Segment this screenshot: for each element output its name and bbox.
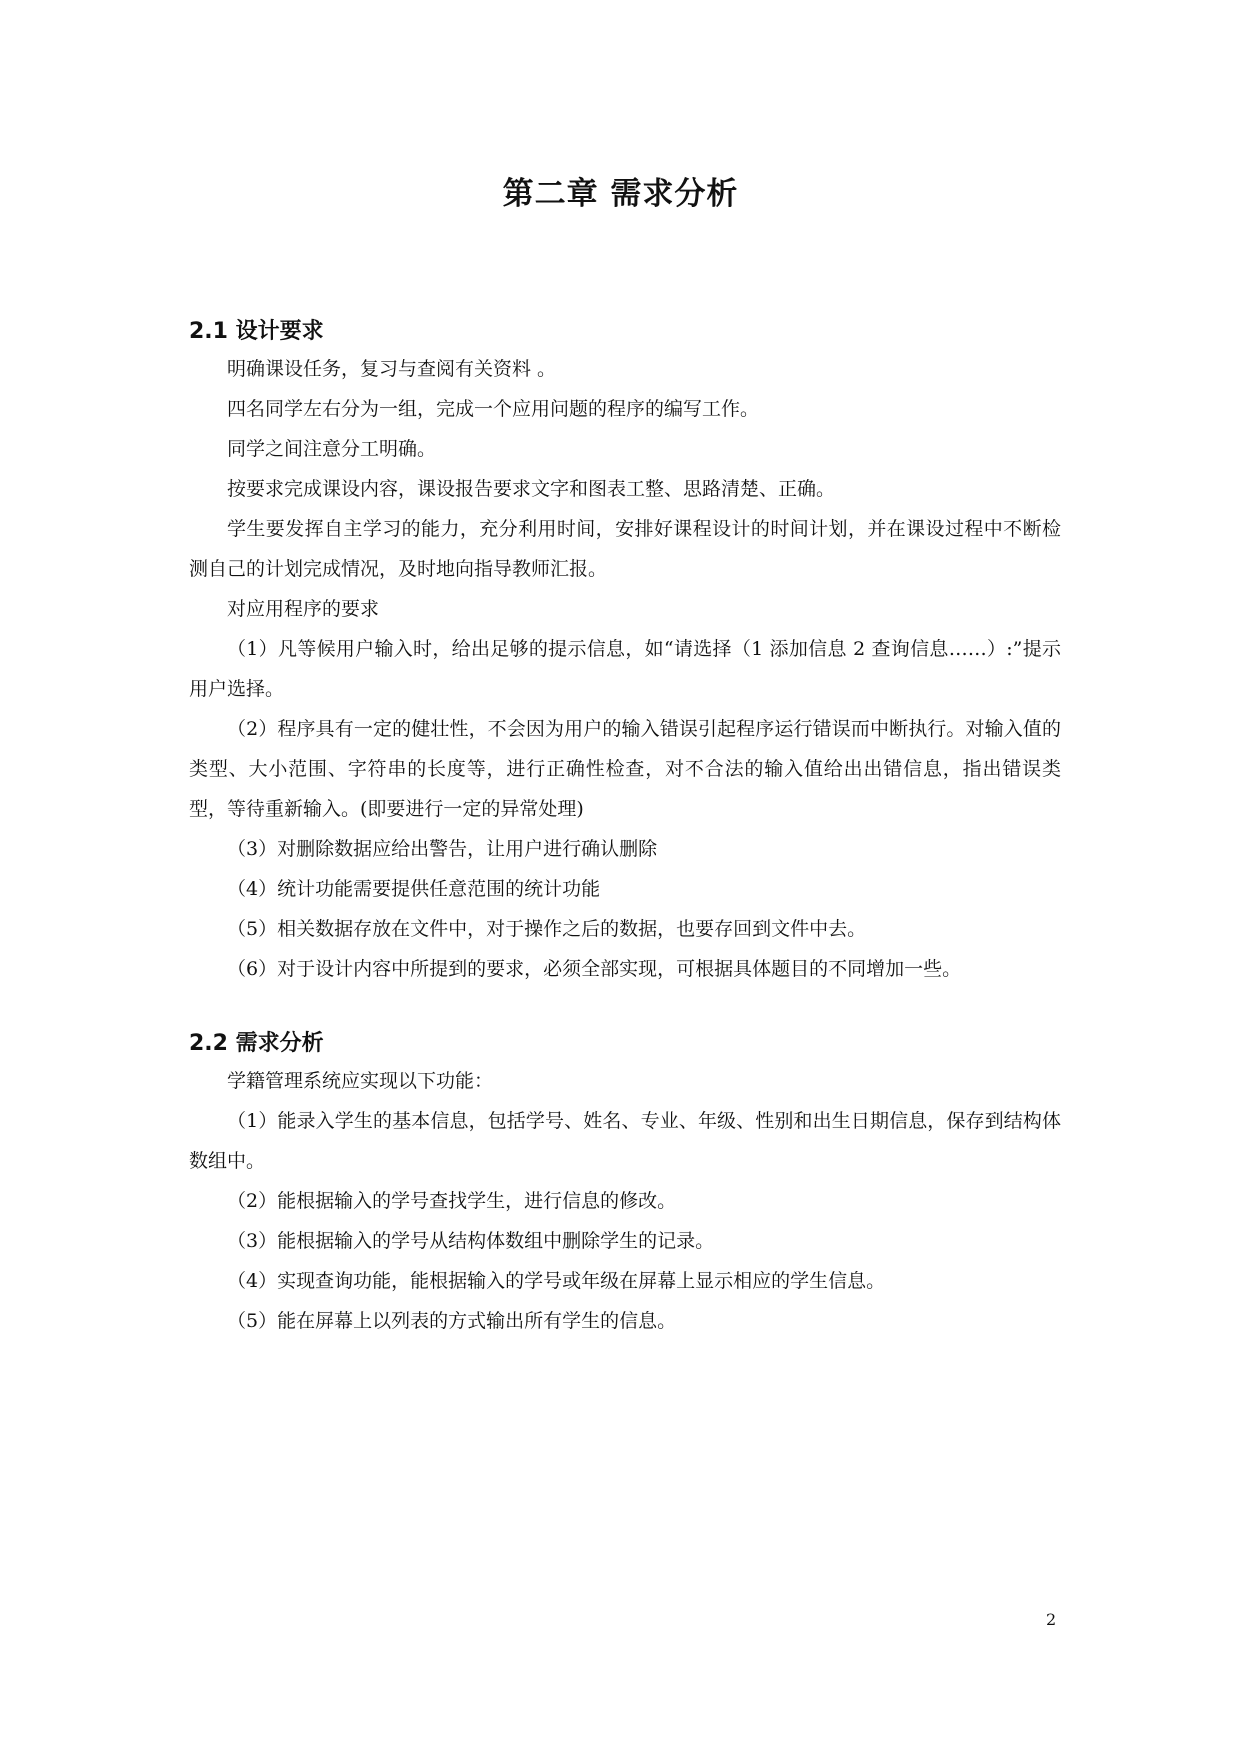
list-item: （2）能根据输入的学号查找学生，进行信息的修改。 <box>227 1190 677 1212</box>
paragraph: 明确课设任务，复习与查阅有关资料 。 <box>227 358 557 380</box>
list-item: （6）对于设计内容中所提到的要求，必须全部实现，可根据具体题目的不同增加一些。 <box>227 958 962 980</box>
paragraph: 学生要发挥自主学习的能力，充分利用时间，安排好课程设计的时间计划，并在课设过程中不断检测自己的计划完成情况，及时地向指导教师汇报。 <box>189 518 1061 580</box>
section-heading-requirements-analysis: 2.2 需求分析 <box>189 1031 324 1056</box>
list-item: （4）实现查询功能，能根据输入的学号或年级在屏幕上显示相应的学生信息。 <box>227 1270 886 1292</box>
section-body-requirements-analysis <box>189 1061 1061 1341</box>
paragraph: 对应用程序的要求 <box>227 598 380 620</box>
list-item: （1）凡等候用户输入时，给出足够的提示信息，如“请选择（1 添加信息 2 查询信息……）:”提示用户选择。 <box>189 638 1061 700</box>
list-item: （3）能根据输入的学号从结构体数组中删除学生的记录。 <box>227 1230 715 1252</box>
section-body-design-requirements <box>189 349 1061 989</box>
list-item: （5）能在屏幕上以列表的方式输出所有学生的信息。 <box>227 1310 677 1332</box>
list-item: （4）统计功能需要提供任意范围的统计功能 <box>227 878 601 900</box>
list-item: （2）程序具有一定的健壮性，不会因为用户的输入错误引起程序运行错误而中断执行。对输入值的类型、大小范围、字符串的长度等，进行正确性检查，对不合法的输入值给出出错信息，指出错误类型，等待重新输入。(即要进行一定的异常处理) <box>189 718 1061 820</box>
paragraph: 同学之间注意分工明确。 <box>227 438 437 460</box>
list-item: （1）能录入学生的基本信息，包括学号、姓名、专业、年级、性别和出生日期信息，保存到结构体数组中。 <box>189 1110 1061 1172</box>
paragraph: 按要求完成课设内容，课设报告要求文字和图表工整、思路清楚、正确。 <box>227 478 836 500</box>
paragraph: 学籍管理系统应实现以下功能： <box>227 1070 494 1092</box>
list-item: （3）对删除数据应给出警告，让用户进行确认删除 <box>227 838 658 860</box>
chapter-title: 第二章 需求分析 <box>502 176 739 212</box>
list-item: （5）相关数据存放在文件中，对于操作之后的数据，也要存回到文件中去。 <box>227 918 867 940</box>
paragraph: 四名同学左右分为一组，完成一个应用问题的程序的编写工作。 <box>227 398 760 420</box>
page-number: 2 <box>1046 1610 1057 1629</box>
section-heading-design-requirements: 2.1 设计要求 <box>189 319 324 344</box>
